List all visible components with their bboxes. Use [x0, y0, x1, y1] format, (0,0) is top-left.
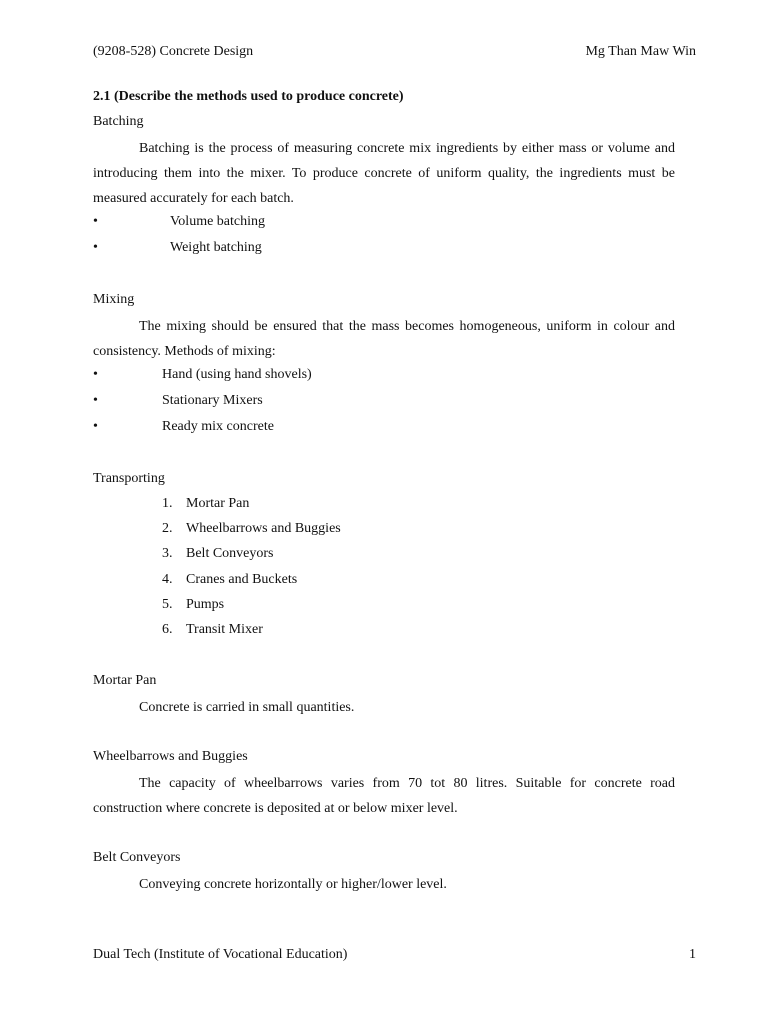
- bullet-icon: •: [93, 419, 98, 434]
- list-item-label: Wheelbarrows and Buggies: [186, 521, 341, 537]
- list-item: [93, 237, 675, 263]
- mixing-heading: Mixing: [93, 292, 135, 307]
- belt-conveyors-heading: Belt Conveyors: [93, 850, 181, 866]
- list-item-label: Belt Conveyors: [186, 546, 274, 562]
- list-number: 1.: [162, 496, 173, 511]
- list-item: [93, 416, 675, 442]
- page-footer: [93, 946, 696, 964]
- list-item-label: Weight batching: [170, 240, 262, 255]
- list-number: 3.: [162, 546, 173, 562]
- list-item: [93, 569, 675, 594]
- bullet-icon: •: [93, 214, 98, 229]
- mixing-list: [93, 364, 675, 442]
- list-item-label: Cranes and Buckets: [186, 571, 298, 587]
- belt-conveyors-paragraph: Conveying concrete horizontally or higher/lower level.: [139, 877, 447, 893]
- list-item-label: Pumps: [186, 596, 225, 612]
- list-number: 4.: [162, 571, 173, 587]
- list-item: [93, 518, 675, 543]
- section-title: 2.1 (Describe the methods used to produce concrete): [93, 89, 404, 104]
- page-number: 1: [689, 947, 696, 962]
- list-item-label: Transit Mixer: [186, 621, 263, 637]
- mortar-pan-paragraph: Concrete is carried in small quantities.: [139, 700, 355, 716]
- list-item: [93, 594, 675, 619]
- list-item: [93, 211, 675, 237]
- bullet-icon: •: [93, 393, 98, 408]
- list-item-label: Stationary Mixers: [162, 393, 263, 408]
- bullet-icon: •: [93, 240, 98, 255]
- list-item: [93, 493, 675, 518]
- list-item: [93, 390, 675, 416]
- list-item: [93, 619, 675, 644]
- list-number: 2.: [162, 521, 173, 537]
- batching-paragraph: Batching is the process of measuring concrete mix ingredients by either mass or volume and introducing them into the mixer. To produce concrete of uniform quality, the ingredients must be measured accurately for each batch.: [93, 141, 675, 206]
- header-course-code: (9208-528) Concrete Design: [93, 44, 254, 59]
- header-author: Mg Than Maw Win: [585, 44, 696, 59]
- page-header: [93, 43, 696, 61]
- list-number: 5.: [162, 596, 173, 612]
- transporting-heading: Transporting: [93, 471, 165, 486]
- mortar-pan-heading: Mortar Pan: [93, 673, 157, 689]
- list-item-label: Volume batching: [170, 214, 266, 229]
- page-content: [93, 86, 675, 897]
- mixing-paragraph: The mixing should be ensured that the mass becomes homogeneous, uniform in colour and consistency. Methods of mixing:: [93, 319, 675, 359]
- batching-list: [93, 211, 675, 263]
- wheelbarrows-paragraph: The capacity of wheelbarrows varies from 70 tot 80 litres. Suitable for concrete road construction where concrete is deposited at or below mixer level.: [93, 776, 675, 817]
- batching-heading: Batching: [93, 114, 144, 129]
- list-item-label: Mortar Pan: [186, 496, 250, 511]
- list-item-label: Hand (using hand shovels): [162, 367, 312, 382]
- footer-institute: Dual Tech (Institute of Vocational Education): [93, 947, 348, 962]
- transporting-list: [93, 493, 675, 644]
- wheelbarrows-heading: Wheelbarrows and Buggies: [93, 749, 248, 765]
- list-item: [93, 364, 675, 390]
- list-number: 6.: [162, 621, 173, 637]
- bullet-icon: •: [93, 367, 98, 382]
- list-item: [93, 543, 675, 568]
- list-item-label: Ready mix concrete: [162, 419, 274, 434]
